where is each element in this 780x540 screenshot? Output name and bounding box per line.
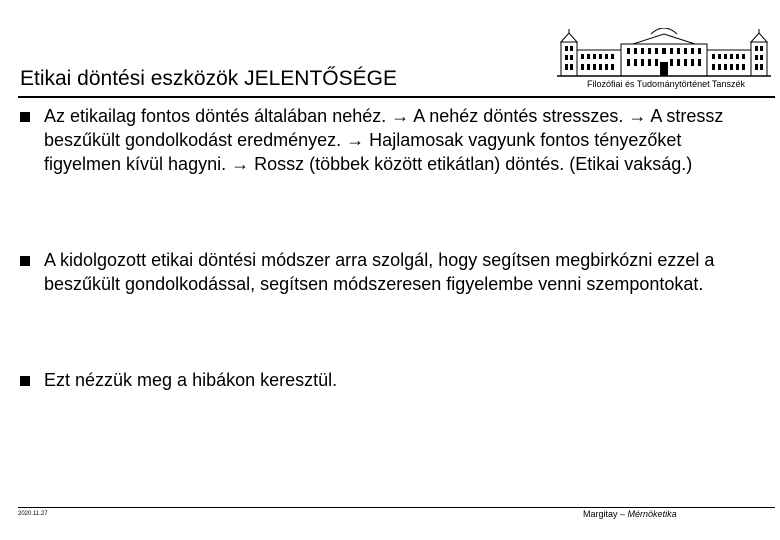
bullet-text: Ezt nézzük meg a hibákon keresztül. bbox=[44, 370, 338, 390]
bullet-text: A kidolgozott etikai döntési módszer arra szolgál, hogy segítsen megbirkózni ezzel a beszűkült gondolkodással, segítsen módszeresen figyelembe venni szempontokat. bbox=[44, 250, 715, 294]
footer-author: Margitay – bbox=[583, 509, 626, 519]
slide-title: Etikai döntési eszközök JELENTŐSÉGE bbox=[20, 67, 397, 90]
bullet-text: Az etikailag fontos döntés általában nehéz. → A nehéz döntés stresszes. → A stressz beszűkült gondolkodást eredményez. → Hajlamosak vagyunk fontos tényezőket figyelmen kívül hagyni. → Rossz (többek között etikátlan) döntés. (Etikai vakság.) bbox=[44, 106, 724, 174]
title-divider bbox=[18, 96, 775, 98]
footer-date: 2020.11.27 bbox=[18, 511, 48, 517]
logo-caption: Filozófiai és Tudománytörténet Tanszék bbox=[587, 79, 745, 89]
square-bullet-icon bbox=[20, 376, 30, 386]
footer-course: Mérnöketika bbox=[627, 509, 677, 519]
building-drawing bbox=[555, 28, 773, 78]
square-bullet-icon bbox=[20, 256, 30, 266]
university-building-icon bbox=[555, 28, 773, 92]
footer-author-line bbox=[583, 508, 677, 520]
square-bullet-icon bbox=[20, 112, 30, 122]
